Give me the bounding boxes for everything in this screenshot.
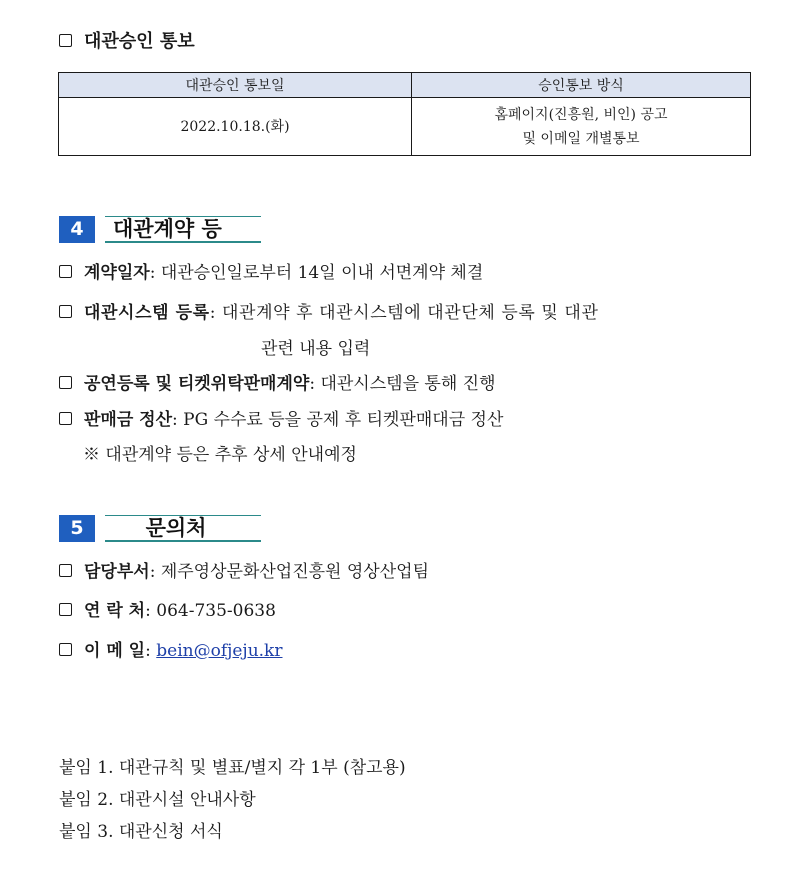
- checkbox-square-icon: [59, 305, 72, 318]
- attachment-item: 붙임 1. 대관규칙 및 별표/별지 각 1부 (참고용): [59, 758, 406, 778]
- checkbox-square-icon: [59, 412, 72, 425]
- section-4-note: ※ 대관계약 등은 추후 상세 안내예정: [83, 445, 357, 465]
- approval-date-cell: 2022.10.18.(화): [59, 98, 412, 156]
- section-number: 5: [59, 515, 95, 542]
- contact-email: 이 메 일: bein@ofjeju.kr: [59, 639, 283, 663]
- section-title: 대관계약 등: [105, 216, 261, 243]
- section-title: 문의처: [105, 515, 261, 542]
- attachment-item: 붙임 3. 대관신청 서식: [59, 822, 223, 842]
- table-header-row: [59, 73, 751, 98]
- approval-method-line1: 홈페이지(진흥원, 비인) 공고: [494, 106, 668, 123]
- checkbox-square-icon: [59, 564, 72, 577]
- checkbox-square-icon: [59, 603, 72, 616]
- table-row: [59, 98, 751, 156]
- approval-method-line2: 및 이메일 개별통보: [522, 130, 640, 147]
- table-header-method: 승인통보 방식: [412, 73, 751, 98]
- section-number: 4: [59, 216, 95, 243]
- checkbox-square-icon: [59, 643, 72, 656]
- contact-department: 담당부서: 제주영상문화산업진흥원 영상산업팀: [59, 560, 429, 584]
- list-item-continuation: 관련 내용 입력: [261, 339, 371, 359]
- contact-phone: 연 락 처: 064-735-0638: [59, 599, 276, 623]
- approval-heading: 대관승인 통보: [59, 30, 195, 54]
- approval-method-cell: [412, 98, 751, 156]
- checkbox-square-icon: [59, 265, 72, 278]
- approval-table: [58, 72, 751, 156]
- email-link[interactable]: bein@ofjeju.kr: [156, 641, 283, 661]
- list-item-settlement: 판매금 정산: PG 수수료 등을 공제 후 티켓판매대금 정산: [59, 408, 503, 432]
- list-item-performance-registration: 공연등록 및 티켓위탁판매계약: 대관시스템을 통해 진행: [59, 372, 496, 396]
- table-header-date: 대관승인 통보일: [59, 73, 412, 98]
- attachment-item: 붙임 2. 대관시설 안내사항: [59, 790, 256, 810]
- checkbox-square-icon: [59, 376, 72, 389]
- list-item-contract-date: 계약일자: 대관승인일로부터 14일 이내 서면계약 체결: [59, 261, 483, 285]
- checkbox-square-icon: [59, 34, 72, 47]
- list-item-system-registration: 대관시스템 등록: 대관계약 후 대관시스템에 대관단체 등록 및 대관: [59, 301, 598, 325]
